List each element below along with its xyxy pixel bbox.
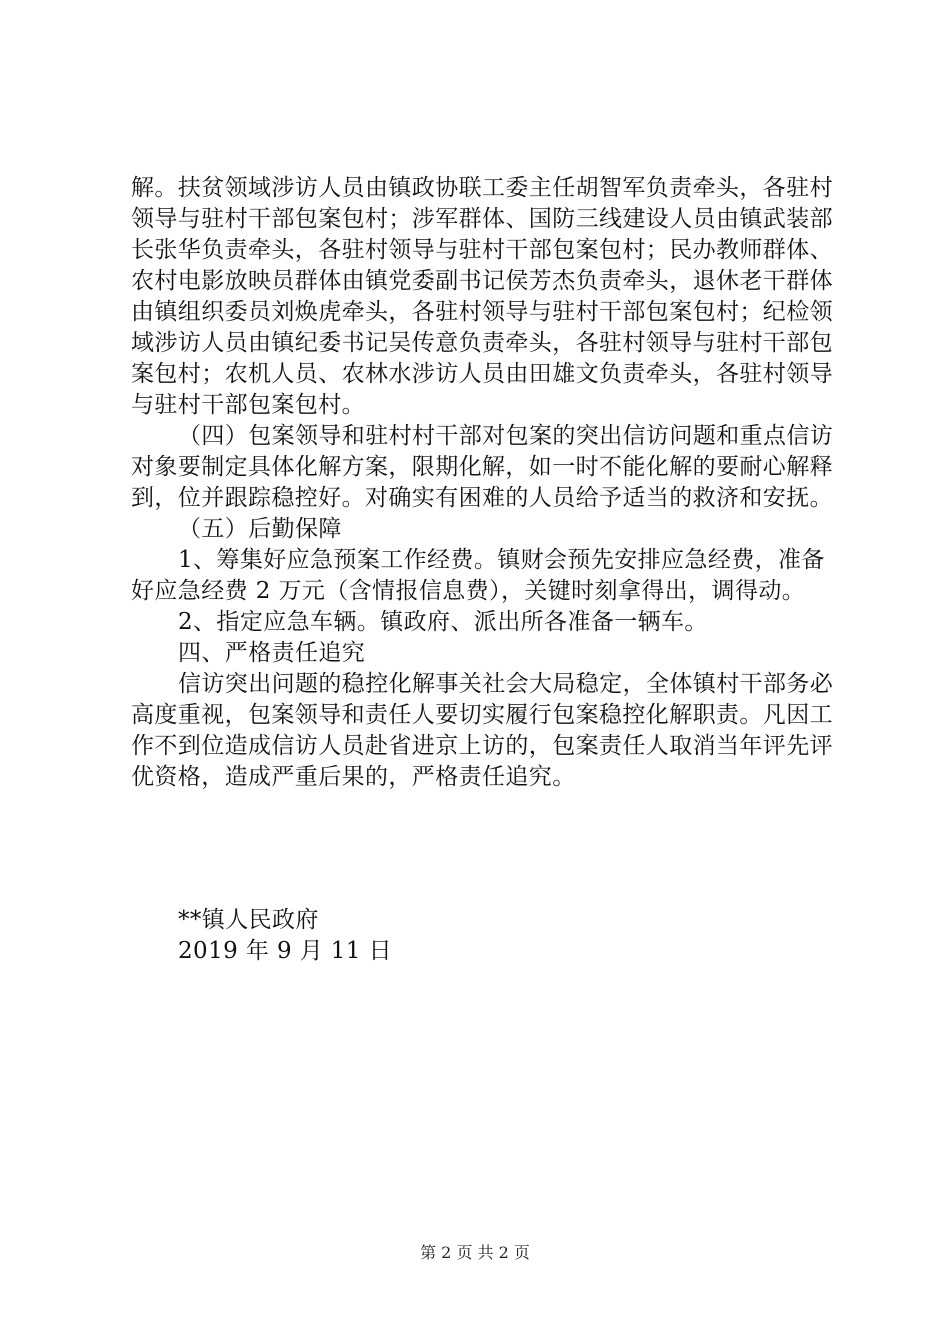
paragraph-accountability: 信访突出问题的稳控化解事关社会大局稳定，全体镇村干部务必高度重视，包案领导和责任人要切实履行包案稳控化解职责。凡因工作不到位造成信访人员赴省进京上访的，包案责任人取消当年评先评优资格，造成严重后果的，严格责任追究。 bbox=[131, 671, 834, 790]
signature-block bbox=[178, 905, 392, 967]
heading-logistics: （五）后勤保障 bbox=[178, 516, 342, 542]
paragraph-section-four: （四）包案领导和驻村村干部对包案的突出信访问题和重点信访对象要制定具体化解方案，限期化解，如一时不能化解的要耐心解释到，位并跟踪稳控好。对确实有困难的人员给予适当的救济和安抚。 bbox=[131, 423, 834, 511]
signature-organization: **镇人民政府 bbox=[178, 907, 319, 933]
heading-accountability: 四、严格责任追究 bbox=[178, 640, 366, 666]
paragraph-funding: 1、筹集好应急预案工作经费。镇财会预先安排应急经费，准备好应急经费 2 万元（含情报信息费），关键时刻拿得出，调得动。 bbox=[131, 547, 825, 604]
document-body bbox=[131, 173, 836, 793]
paragraph-vehicles: 2、指定应急车辆。镇政府、派出所各准备一辆车。 bbox=[178, 609, 708, 635]
page-number-footer: 第 2 页 共 2 页 bbox=[420, 1243, 530, 1262]
paragraph-continuation: 解。扶贫领域涉访人员由镇政协联工委主任胡智军负责牵头，各驻村领导与驻村干部包案包村；涉军群体、国防三线建设人员由镇武装部长张华负责牵头，各驻村领导与驻村干部包案包村；民办教师群体、农村电影放映员群体由镇党委副书记侯芳杰负责牵头，退休老干群体由镇组织委员刘焕虎牵头，各驻村领导与驻村干部包案包村；纪检领域涉访人员由镇纪委书记吴传意负责牵头，各驻村领导与驻村干部包案包村；农机人员、农林水涉访人员由田雄文负责牵头，各驻村领导与驻村干部包案包村。 bbox=[131, 175, 833, 418]
signature-date: 2019 年 9 月 11 日 bbox=[178, 938, 392, 964]
